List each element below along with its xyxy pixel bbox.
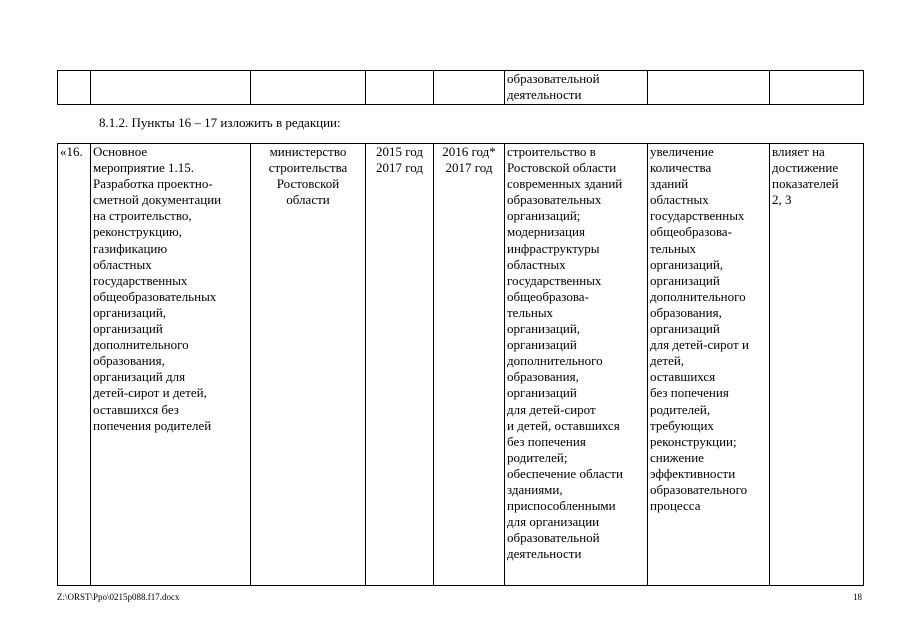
cell-line: детей, xyxy=(650,353,685,369)
cell-line: организаций xyxy=(650,321,720,337)
cell-line: организаций, xyxy=(650,256,724,272)
cell-line: дополнительного xyxy=(507,353,603,369)
cell-line: образовательной xyxy=(507,71,600,86)
cell-line: увеличение xyxy=(650,144,714,159)
page-number: 18 xyxy=(853,592,862,602)
cell-line: тельных xyxy=(507,304,554,320)
cell-line: образования, xyxy=(650,304,722,320)
cell-line: образовательных xyxy=(507,192,602,208)
amendment-paragraph: 8.1.2. Пункты 16 – 17 изложить в редакции: xyxy=(99,115,341,130)
measure-name-cell xyxy=(91,144,251,586)
cell-line: строительство в xyxy=(507,144,596,159)
cell-line: мероприятие 1.15. xyxy=(93,160,195,176)
cell-line: для детей-сирот и xyxy=(650,337,749,353)
indicator-cell xyxy=(770,144,864,586)
cell-line: зданиями, xyxy=(507,481,563,497)
cell-line: детей-сирот и детей, xyxy=(93,385,207,401)
cell-line: государственных xyxy=(650,208,745,224)
table-cell xyxy=(91,71,251,105)
table-cell xyxy=(770,71,864,105)
cell-line: областных xyxy=(650,192,709,208)
cell-line: организаций, xyxy=(507,321,581,337)
cell-line: тельных xyxy=(650,240,697,256)
consequence-cell xyxy=(648,144,770,586)
measures-table xyxy=(57,143,864,586)
cell-line: достижение xyxy=(772,160,839,176)
cell-line: Разработка проектно- xyxy=(93,176,213,192)
cell-line: оставшихся xyxy=(650,369,716,385)
cell-line: образования, xyxy=(507,369,579,385)
cell-line: общеобразова- xyxy=(650,224,732,240)
cell-line: образовательного xyxy=(650,481,748,497)
cell-line: сметной документации xyxy=(93,192,222,208)
cell-line: требующих xyxy=(650,417,714,433)
cell-line: 2016 год* xyxy=(442,144,496,159)
cell-line: организаций, xyxy=(93,304,167,320)
table-cell xyxy=(58,71,91,105)
cell-line: организаций xyxy=(650,272,720,288)
table-cell xyxy=(251,71,366,105)
cell-line: обеспечение области xyxy=(507,465,623,481)
cell-line: для детей-сирот xyxy=(507,401,596,417)
cell-line: инфраструктуры xyxy=(507,240,600,256)
cell-line: образовательной xyxy=(507,530,600,546)
cell-line: модернизация xyxy=(507,224,585,240)
cell-line: Ростовской xyxy=(276,176,340,192)
cell-line: без попечения xyxy=(650,385,729,401)
cell-line: Ростовской области xyxy=(507,160,617,176)
cell-line: газификацию xyxy=(93,240,168,256)
cell-line: и детей, оставшихся xyxy=(507,417,620,433)
cell-line: министерство xyxy=(269,144,347,159)
cell-line: попечения родителей xyxy=(93,417,212,433)
cell-line: деятельности xyxy=(507,546,582,562)
row-number-cell: «16. xyxy=(58,144,91,586)
end-year-cell xyxy=(434,144,505,586)
cell-line: эффективности xyxy=(650,465,736,481)
cell-line: дополнительного xyxy=(650,288,746,304)
cell-line: государственных xyxy=(93,272,188,288)
cell-line: общеобразовательных xyxy=(93,288,217,304)
table-cell xyxy=(366,71,434,105)
table-cell xyxy=(434,71,505,105)
cell-line: влияет на xyxy=(772,144,825,159)
cell-line: 2, 3 xyxy=(772,192,792,208)
cell-line: общеобразова- xyxy=(507,288,589,304)
cell-line: деятельности xyxy=(507,87,582,103)
table-row xyxy=(58,144,864,586)
cell-line: государственных xyxy=(507,272,602,288)
cell-line: организаций xyxy=(507,337,577,353)
cell-line: для организации xyxy=(507,514,600,530)
footer-file-path: Z:\ORST\Ppo\0215p088.f17.docx xyxy=(57,592,180,602)
cell-line: показателей xyxy=(772,176,839,192)
table-cell xyxy=(648,71,770,105)
table-row xyxy=(58,71,864,105)
cell-line: приспособленными xyxy=(507,498,616,514)
cell-line: родителей, xyxy=(650,401,711,417)
cell-line: 2017 год xyxy=(445,160,493,176)
cell-line: 2015 год xyxy=(376,144,423,159)
cell-line: оставшихся без xyxy=(93,401,179,417)
executor-cell xyxy=(251,144,366,586)
cell-line: организаций для xyxy=(93,369,186,385)
cell-line: строительства xyxy=(268,160,348,176)
cell-line: современных зданий xyxy=(507,176,623,192)
cell-line: области xyxy=(286,192,330,208)
cell-line: без попечения xyxy=(507,433,586,449)
start-year-cell xyxy=(366,144,434,586)
continued-table xyxy=(57,70,864,105)
cell-line: количества xyxy=(650,160,712,176)
cell-line: организаций xyxy=(507,385,577,401)
cell-line: 2017 год xyxy=(376,160,423,176)
cell-line: снижение xyxy=(650,449,704,465)
cell-line: реконструкции; xyxy=(650,433,737,449)
cell-line: образования, xyxy=(93,353,165,369)
purpose-cell xyxy=(505,71,648,105)
cell-line: областных xyxy=(507,256,566,272)
cell-line: дополнительного xyxy=(93,337,189,353)
cell-line: организаций xyxy=(93,321,163,337)
cell-line: реконструкцию, xyxy=(93,224,183,240)
cell-line: на строительство, xyxy=(93,208,192,224)
cell-line: Основное xyxy=(93,144,148,159)
cell-line: процесса xyxy=(650,498,701,514)
cell-line: организаций; xyxy=(507,208,581,224)
content-cell xyxy=(505,144,648,586)
cell-line: областных xyxy=(93,256,152,272)
cell-line: родителей; xyxy=(507,449,568,465)
cell-line: зданий xyxy=(650,176,689,192)
